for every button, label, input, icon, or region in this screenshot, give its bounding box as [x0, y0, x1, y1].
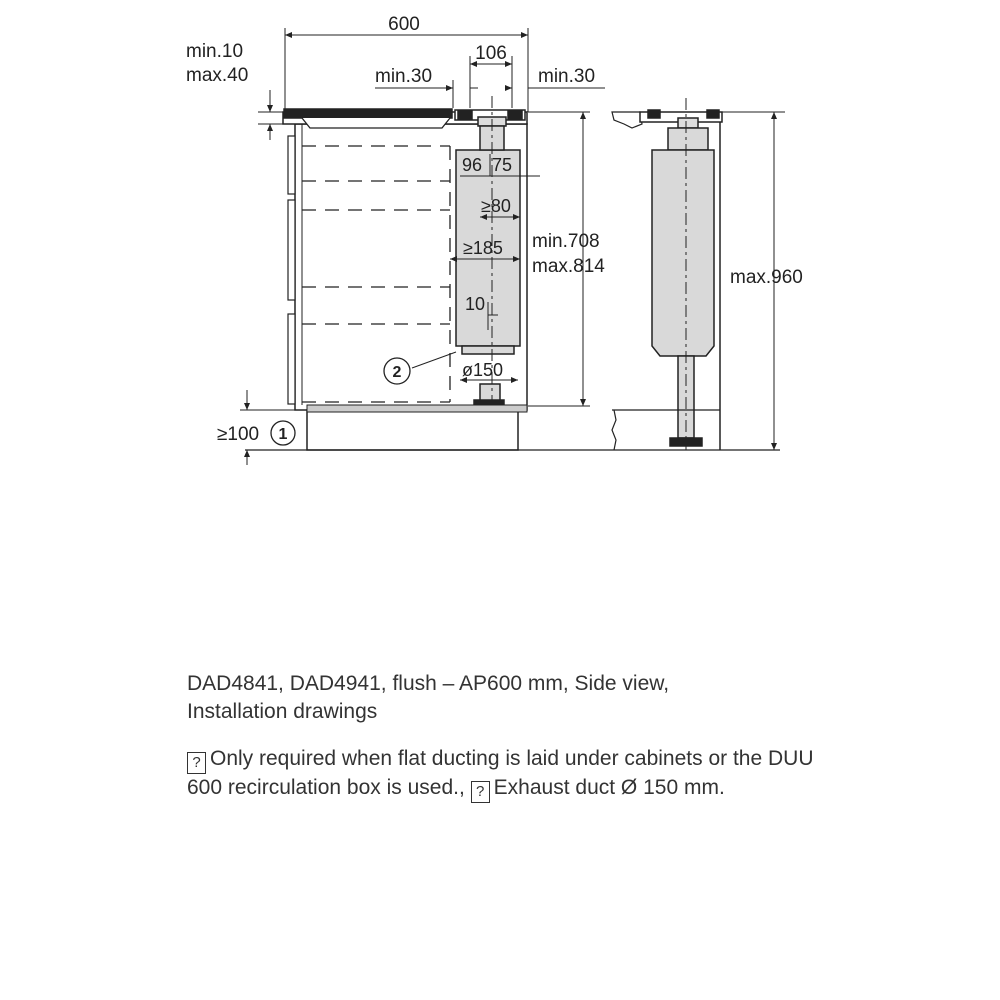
dim-gap-10: 10 — [465, 294, 486, 314]
caption-title-line-2: Installation drawings — [187, 700, 378, 723]
dim-right-clearance: min.30 — [538, 66, 596, 87]
plinth — [307, 410, 518, 450]
dim-duct-width: 106 — [475, 43, 507, 64]
callout-1 — [271, 421, 295, 445]
hob — [284, 109, 452, 118]
dim-hob-min: min.10 — [186, 41, 244, 62]
callout-2-label: 2 — [392, 364, 402, 381]
dim-plinth: ≥100 — [217, 424, 260, 445]
dim-overall-height: max.960 — [730, 267, 803, 288]
callout-2 — [384, 358, 410, 384]
caption-title-line-1: DAD4841, DAD4941, flush – AP600 mm, Side view, — [187, 672, 670, 695]
ref-symbol-1: ? — [187, 752, 206, 774]
dim-offset-96: 96 — [462, 155, 483, 175]
drawer-front-2 — [288, 200, 295, 300]
dim-width-total: 600 — [388, 14, 420, 35]
dim-hob-max: max.40 — [186, 65, 249, 86]
dim-left-clearance: min.30 — [375, 66, 433, 87]
dim-depth-185: ≥185 — [463, 238, 503, 258]
dim-offset-75: 75 — [492, 155, 513, 175]
dim-duct-diameter: ø150 — [462, 360, 504, 380]
caption-title — [187, 670, 887, 726]
installation-drawing — [0, 0, 1000, 480]
callout-1-label: 1 — [278, 426, 288, 443]
caption-notes — [187, 745, 827, 803]
note-1: Only required when flat ducting is laid under cabinets or the DUU 600 recirculation box is used., — [187, 747, 814, 799]
dim-worktop-min: min.708 — [532, 231, 600, 252]
ref-symbol-2: ? — [471, 781, 490, 803]
drawer-front-3 — [288, 314, 295, 404]
note-2: Exhaust duct Ø 150 mm. — [493, 776, 725, 799]
dim-worktop-max: max.814 — [532, 256, 605, 277]
drawer-front-1 — [288, 136, 295, 194]
dim-depth-80: ≥80 — [481, 196, 511, 216]
